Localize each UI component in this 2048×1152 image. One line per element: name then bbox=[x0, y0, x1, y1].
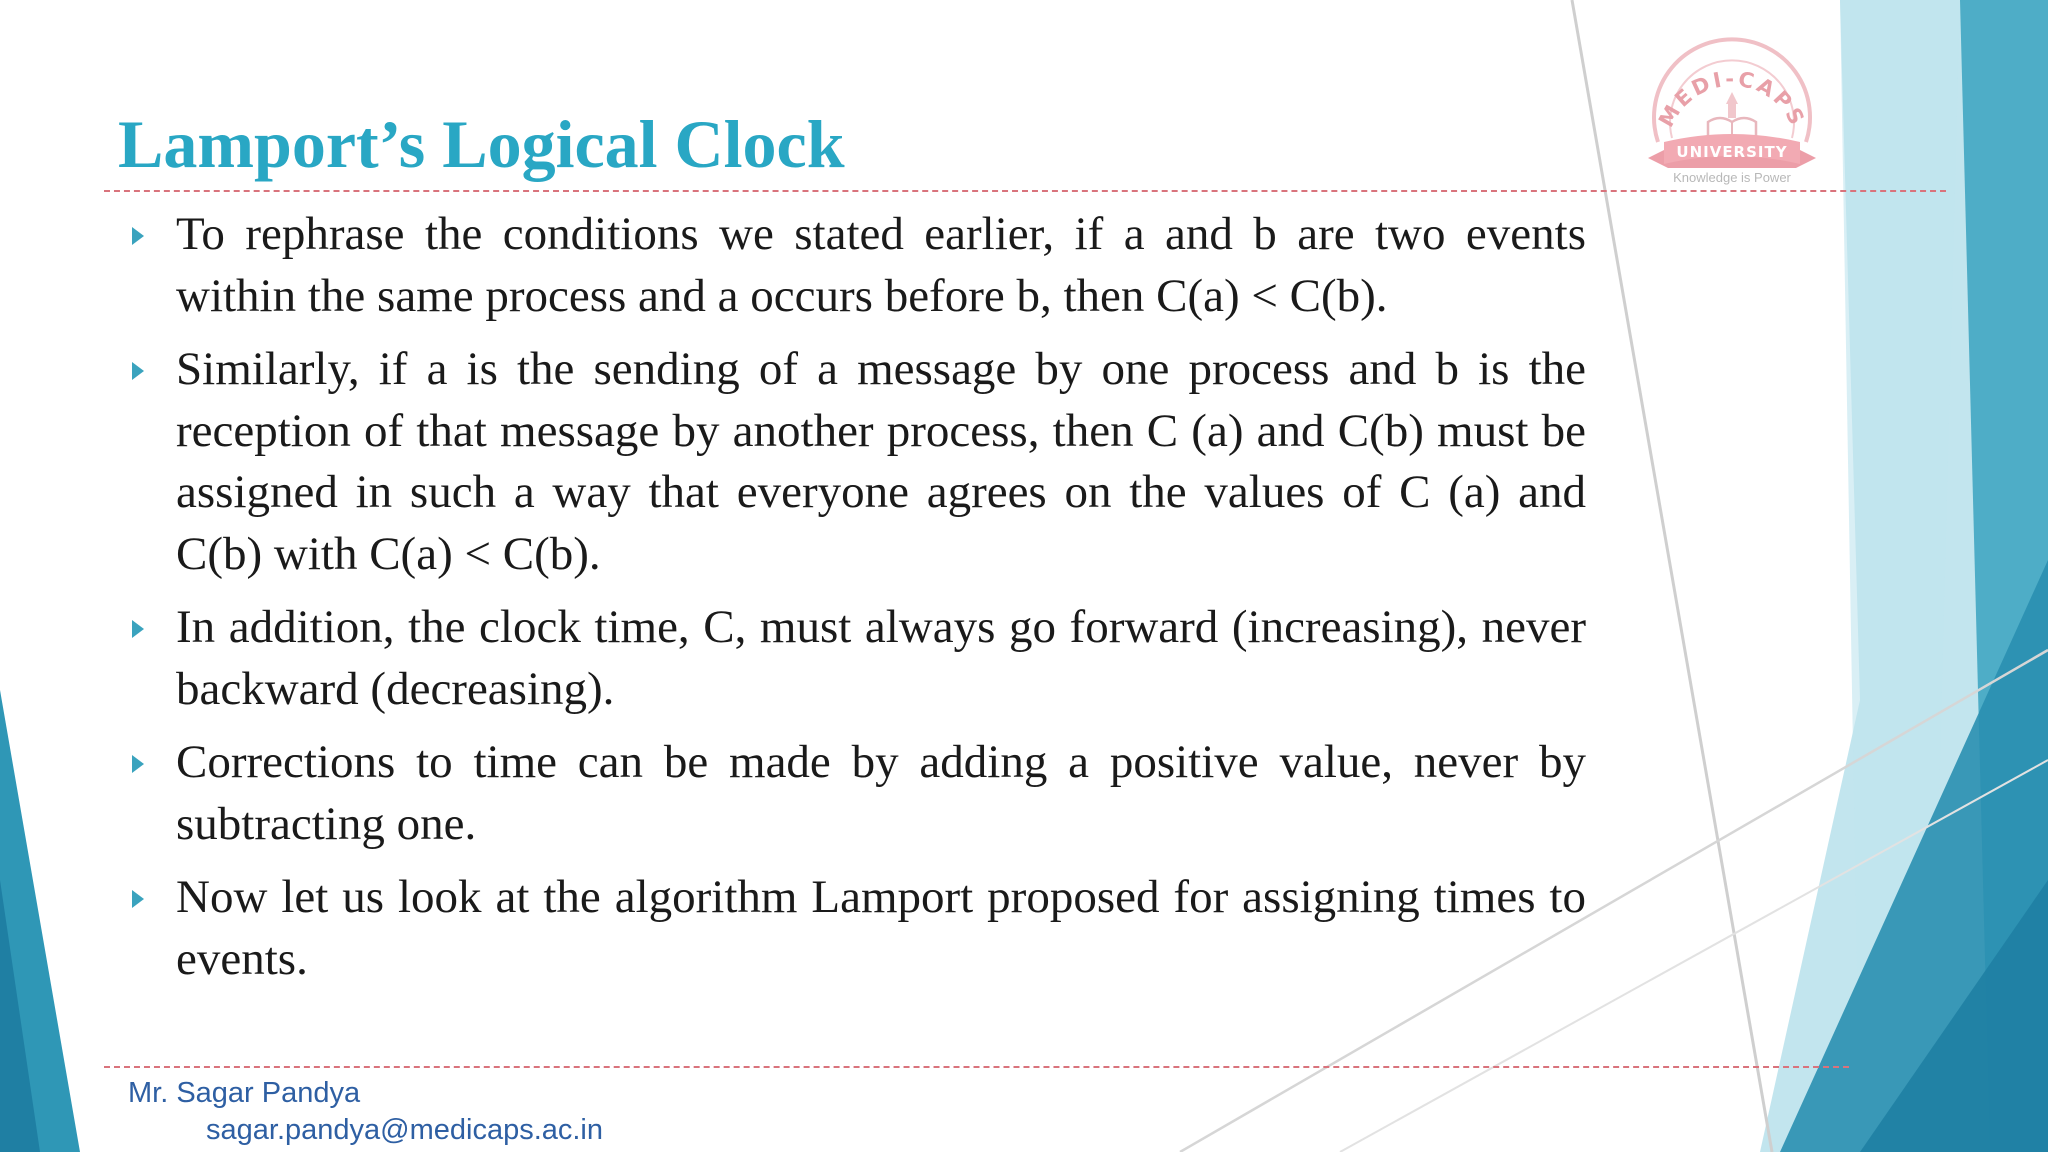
slide-title: Lamport’s Logical Clock bbox=[118, 106, 845, 182]
bullet-arrow-icon bbox=[132, 227, 144, 245]
bullet-text: To rephrase the conditions we stated earlier, if a and b are two events within the same process and a occurs before b, then C(a) < C(b). bbox=[176, 208, 1586, 322]
author-name: Mr. Sagar Pandya bbox=[128, 1077, 361, 1109]
bullet-item bbox=[130, 867, 1586, 990]
bullet-arrow-icon bbox=[132, 755, 144, 773]
university-logo bbox=[1620, 30, 1840, 200]
bullet-item bbox=[130, 204, 1586, 327]
bullet-text: Corrections to time can be made by adding a positive value, never by subtracting one. bbox=[176, 736, 1586, 850]
logo-tagline: Knowledge is Power bbox=[1673, 170, 1791, 185]
bullet-text: Similarly, if a is the sending of a message by one process and b is the reception of that message by another process, then C (a) and C(b) must be assigned in such a way that everyone agrees on the values of C (a) and C(b) with C(a) < C(b). bbox=[176, 343, 1586, 580]
bullet-arrow-icon bbox=[132, 362, 144, 380]
logo-banner-text: UNIVERSITY bbox=[1676, 143, 1788, 161]
bullet-list bbox=[130, 204, 1586, 1002]
bullet-item bbox=[130, 597, 1586, 720]
bullet-text: Now let us look at the algorithm Lamport proposed for assigning times to events. bbox=[176, 871, 1586, 985]
title-divider bbox=[104, 190, 1946, 192]
author-email: sagar.pandya@medicaps.ac.in bbox=[206, 1114, 604, 1146]
bullet-text: In addition, the clock time, C, must always go forward (increasing), never backward (decreasing). bbox=[176, 601, 1586, 715]
bullet-item bbox=[130, 339, 1586, 585]
bullet-arrow-icon bbox=[132, 890, 144, 908]
bullet-item bbox=[130, 732, 1586, 855]
footer-divider bbox=[104, 1066, 1849, 1068]
bullet-arrow-icon bbox=[132, 620, 144, 638]
logo-arc-text: MEDI-CAPS bbox=[1653, 66, 1811, 132]
